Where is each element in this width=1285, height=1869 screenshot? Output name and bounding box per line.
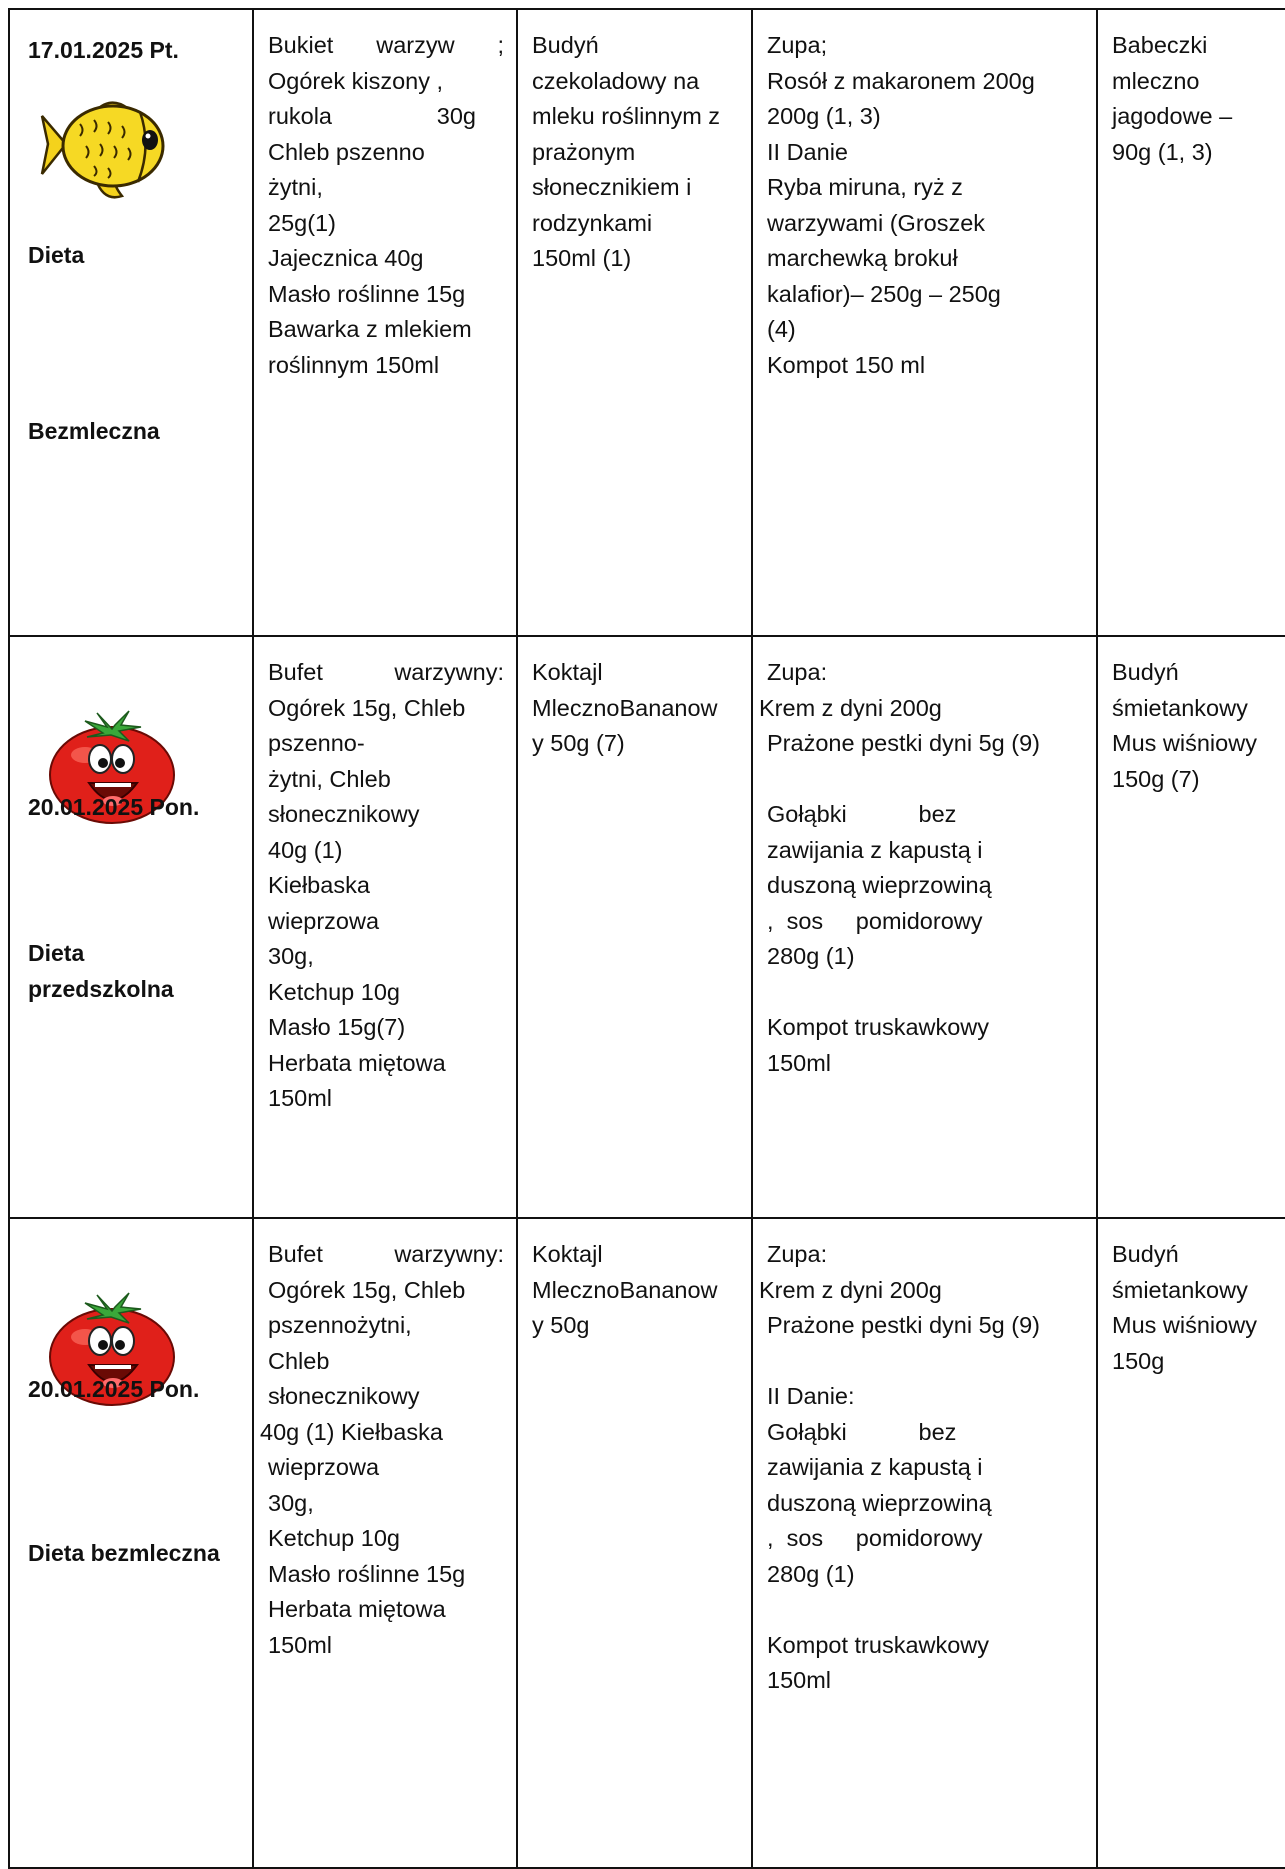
menu-line: Rosół z makaronem 200g xyxy=(767,67,1035,94)
menu-line: Herbata miętowa xyxy=(268,1049,446,1076)
menu-line: 90g (1, 3) xyxy=(1112,138,1213,165)
breakfast-cell xyxy=(253,9,517,636)
menu-line: warzywami (Groszek xyxy=(767,209,986,236)
blank-line xyxy=(767,762,1096,798)
menu-line: (4) xyxy=(767,316,796,342)
menu-line: Zupa; xyxy=(767,32,828,58)
diet-label-line1: Dieta xyxy=(28,242,85,268)
menu-line: Gołąbki bez xyxy=(767,801,957,827)
snack-cell xyxy=(1097,9,1285,636)
menu-line: duszoną wieprzowiną xyxy=(767,872,992,898)
menu-line: y 50g (7) xyxy=(532,730,625,756)
snack-cell xyxy=(1097,1218,1285,1868)
menu-table xyxy=(8,8,1285,1869)
menu-line: y 50g xyxy=(532,1312,590,1338)
blank-line xyxy=(767,1344,1096,1380)
menu-line: słonecznikowy xyxy=(268,1383,420,1409)
menu-line: Koktajl xyxy=(532,659,603,685)
menu-line: Koktajl xyxy=(532,1241,603,1267)
blank-line xyxy=(767,1592,1096,1628)
menu-line: Ketchup 10g xyxy=(268,978,400,1005)
menu-line: Ryba miruna, ryż z xyxy=(767,174,963,200)
date-label: 20.01.2025 Pon. xyxy=(28,794,200,820)
menu-line: Jajecznica 40g xyxy=(268,245,424,271)
second-breakfast-cell xyxy=(517,1218,752,1868)
menu-line: mleku roślinnym z xyxy=(532,103,721,129)
menu-line: Babeczki xyxy=(1112,32,1208,58)
menu-line: Ogórek 15g, Chleb xyxy=(268,694,466,721)
menu-line: 30g, xyxy=(268,943,314,969)
menu-line: wieprzowa xyxy=(268,907,380,934)
menu-line: czekoladowy na xyxy=(532,67,700,94)
day-cell xyxy=(9,636,253,1218)
second-breakfast-cell xyxy=(517,636,752,1218)
menu-line: Zupa: xyxy=(767,1241,828,1267)
snack-cell xyxy=(1097,636,1285,1218)
menu-line: Prażone pestki dyni 5g (9) xyxy=(767,1312,1041,1338)
menu-line: Bufet warzywny: xyxy=(268,1241,504,1267)
menu-line: Mus wiśniowy xyxy=(1112,730,1257,756)
menu-line: Mus wiśniowy xyxy=(1112,1312,1257,1338)
menu-line: 280g (1) xyxy=(767,943,855,969)
breakfast-cell xyxy=(253,636,517,1218)
breakfast-cell xyxy=(253,1218,517,1868)
diet-label-line2: przedszkolna xyxy=(28,976,174,1002)
menu-line: zawijania z kapustą i xyxy=(767,836,983,863)
day-cell xyxy=(9,1218,253,1868)
menu-line: Kompot truskawkowy xyxy=(767,1014,990,1040)
menu-line: Bufet warzywny: xyxy=(268,659,504,685)
menu-line: MlecznoBananow xyxy=(532,694,718,721)
second-breakfast-cell xyxy=(517,9,752,636)
menu-line: 150ml xyxy=(767,1667,832,1693)
menu-line: Budyń xyxy=(532,32,599,58)
menu-line: rukola 30g xyxy=(268,103,476,129)
menu-line: 150g (7) xyxy=(1112,765,1200,792)
menu-line: 40g (1) xyxy=(268,836,343,863)
menu-line: 25g(1) xyxy=(268,209,336,236)
date-label: 17.01.2025 Pt. xyxy=(28,37,179,63)
menu-line: Krem z dyni 200g xyxy=(759,694,942,721)
menu-line: rodzynkami xyxy=(532,209,653,236)
menu-line: Herbata miętowa xyxy=(268,1596,446,1622)
diet-label-line1: Dieta xyxy=(28,940,85,966)
menu-line: 280g (1) xyxy=(767,1560,855,1587)
menu-line: Zupa: xyxy=(767,659,828,685)
menu-line: marchewką brokuł xyxy=(767,245,958,271)
menu-line: II Danie: xyxy=(767,1383,855,1409)
menu-line: 150ml xyxy=(268,1631,333,1658)
menu-line: Budyń xyxy=(1112,659,1179,685)
menu-line: 150ml xyxy=(268,1085,333,1111)
menu-line: Prażone pestki dyni 5g (9) xyxy=(767,730,1041,756)
fish-icon xyxy=(38,88,168,208)
menu-line: kalafior)– 250g – 250g xyxy=(767,280,1001,307)
menu-line: Budyń xyxy=(1112,1241,1179,1267)
menu-line: Ogórek kiszony , xyxy=(268,67,444,94)
menu-line: pszenno- xyxy=(268,730,365,756)
menu-line: śmietankowy xyxy=(1112,694,1248,721)
menu-line: Ogórek 15g, Chleb xyxy=(268,1276,466,1303)
menu-line: , sos pomidorowy xyxy=(767,1525,983,1551)
menu-row xyxy=(9,1218,1285,1868)
lunch-cell xyxy=(752,636,1097,1218)
menu-line: Chleb xyxy=(268,1347,330,1374)
menu-row xyxy=(9,9,1285,636)
menu-line: słonecznikowy xyxy=(268,801,420,827)
diet-label-line2: Bezmleczna xyxy=(28,418,160,444)
menu-line: 150g xyxy=(1112,1347,1165,1374)
menu-line: jagodowe – xyxy=(1112,103,1233,129)
lunch-cell xyxy=(752,9,1097,636)
date-label: 20.01.2025 Pon. xyxy=(28,1376,200,1402)
menu-line: Masło roślinne 15g xyxy=(268,280,466,307)
menu-row xyxy=(9,636,1285,1218)
menu-line: śmietankowy xyxy=(1112,1276,1248,1303)
menu-line: Gołąbki bez xyxy=(767,1418,957,1445)
menu-line: MlecznoBananow xyxy=(532,1276,718,1303)
menu-line: , sos pomidorowy xyxy=(767,907,983,934)
menu-line: Bukiet warzyw ; xyxy=(268,32,504,58)
menu-line: wieprzowa xyxy=(268,1454,380,1480)
day-cell xyxy=(9,9,253,636)
diet-label-line1: Dieta bezmleczna xyxy=(28,1540,220,1566)
menu-line: Ketchup 10g xyxy=(268,1525,400,1551)
menu-line: słonecznikiem i xyxy=(532,174,692,200)
menu-line: 200g (1, 3) xyxy=(767,103,881,129)
menu-line: duszoną wieprzowiną xyxy=(767,1489,992,1516)
menu-line: żytni, Chleb xyxy=(268,765,391,792)
menu-line: 40g (1) Kiełbaska xyxy=(260,1418,443,1445)
menu-line: II Danie xyxy=(767,138,848,165)
menu-line: Kompot 150 ml xyxy=(767,351,926,378)
menu-line: 150ml (1) xyxy=(532,245,632,271)
lunch-cell xyxy=(752,1218,1097,1868)
menu-line: Kiełbaska xyxy=(268,872,370,898)
menu-line: 150ml xyxy=(767,1049,832,1076)
menu-line: roślinnym 150ml xyxy=(268,351,440,378)
menu-line: 30g, xyxy=(268,1489,314,1516)
menu-line: żytni, xyxy=(268,174,323,200)
menu-line: Kompot truskawkowy xyxy=(767,1631,990,1658)
menu-line: mleczno xyxy=(1112,67,1200,94)
menu-line: Krem z dyni 200g xyxy=(759,1276,942,1303)
menu-line: Masło roślinne 15g xyxy=(268,1560,466,1587)
menu-line: Chleb pszenno xyxy=(268,138,425,165)
menu-line: Bawarka z mlekiem xyxy=(268,316,472,342)
menu-line: Masło 15g(7) xyxy=(268,1014,406,1040)
menu-line: pszennożytni, xyxy=(268,1312,412,1338)
menu-line: prażonym xyxy=(532,138,636,165)
menu-line: zawijania z kapustą i xyxy=(767,1454,983,1480)
blank-line xyxy=(767,975,1096,1011)
